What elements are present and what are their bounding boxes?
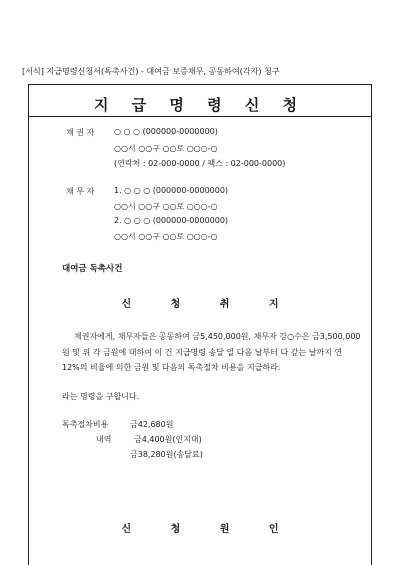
creditor-contact: (연락처 : 02-000-0000 / 팩스 : 02-000-0000) bbox=[114, 159, 286, 168]
purpose-body: 채권자에게, 채무자들은 공동하여 금5,450,000원, 채무자 강○수은 금3,500,000원 및 위 각 금원에 대하여 이 건 지급명령 송달 일 다음 날부터 다 갚는 날까지 연 12%의 비율에 의한 금원 및 다음의 독촉절차 비용을 지급하라. bbox=[62, 332, 361, 372]
creditor-label: 채 권 자 bbox=[66, 128, 95, 137]
creditor-name: ○ ○ ○ (000000-0000000) bbox=[114, 127, 218, 136]
purpose-closing: 라는 명령을 구합니다. bbox=[62, 392, 140, 401]
cause-title: 신 청 원 인 bbox=[121, 524, 297, 535]
creditor-address: ○○시 ○○구 ○○로 ○○○-○ bbox=[114, 144, 218, 153]
purpose-title: 신 청 취 지 bbox=[121, 299, 297, 310]
costs-total: 금42,680원 bbox=[130, 420, 174, 429]
form-header: [서식] 지급명령신청서(독촉사건) - 대여금 보증채무, 공동하여(각자) 청구 bbox=[22, 66, 280, 76]
case-name: 대여금 독촉사건 bbox=[62, 264, 123, 274]
costs-service-fee: 금38,280원(송달료) bbox=[130, 450, 203, 459]
document-title: 지 급 명 령 신 청 bbox=[93, 96, 307, 114]
title-divider bbox=[28, 116, 372, 117]
costs-detail-label: 내역 bbox=[96, 435, 112, 444]
document-frame bbox=[28, 84, 372, 565]
debtor-1-name: 1. ○ ○ ○ (000000-0000000) bbox=[114, 186, 229, 195]
debtor-label: 채 무 자 bbox=[66, 187, 95, 196]
costs-stamp-fee: 금4,400원(인지대) bbox=[134, 435, 202, 444]
costs-label: 독촉절차비용 bbox=[62, 420, 109, 429]
debtor-2-address: ○○시 ○○구 ○○로 ○○○-○ bbox=[114, 232, 218, 241]
debtor-1-address: ○○시 ○○구 ○○로 ○○○-○ bbox=[114, 202, 218, 211]
debtor-2-name: 2. ○ ○ ○ (000000-0000000) bbox=[114, 216, 229, 225]
